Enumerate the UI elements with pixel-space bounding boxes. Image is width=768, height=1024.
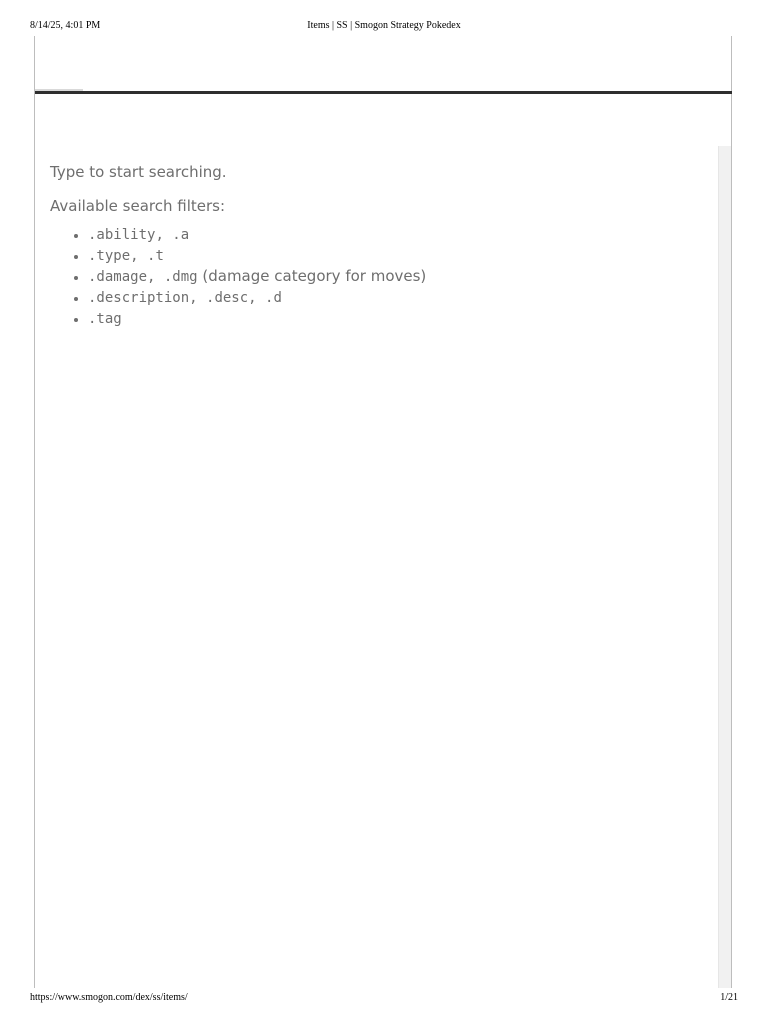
filter-separator: , bbox=[130, 248, 148, 264]
filter-separator: , bbox=[189, 290, 207, 306]
filter-code: .t bbox=[147, 248, 164, 264]
nav-divider bbox=[35, 91, 732, 94]
print-footer-url: https://www.smogon.com/dex/ss/items/ bbox=[30, 992, 188, 1003]
filter-code: .damage bbox=[88, 269, 148, 285]
filter-separator: , bbox=[147, 269, 164, 285]
filter-code: .type bbox=[88, 248, 131, 264]
filter-code: .d bbox=[265, 290, 282, 306]
search-filter-item bbox=[88, 224, 710, 245]
search-filter-item bbox=[88, 266, 710, 287]
filter-code: .a bbox=[172, 227, 190, 243]
filter-code: .tag bbox=[88, 311, 122, 327]
search-help-panel bbox=[50, 160, 710, 329]
print-header-datetime: 8/14/25, 4:01 PM bbox=[30, 20, 101, 31]
filter-code: .description bbox=[88, 290, 190, 306]
filter-separator: , bbox=[248, 290, 266, 306]
scrollbar[interactable] bbox=[718, 146, 731, 988]
search-filter-item bbox=[88, 245, 710, 266]
print-header-title: Items | SS | Smogon Strategy Pokedex bbox=[307, 20, 461, 31]
search-filter-item bbox=[88, 287, 710, 308]
search-filter-list bbox=[50, 224, 710, 329]
filter-separator: , bbox=[155, 227, 173, 243]
search-filters-heading: Available search filters: bbox=[50, 197, 226, 215]
print-footer-page-number: 1/21 bbox=[720, 992, 738, 1003]
filter-note: (damage category for moves) bbox=[202, 267, 427, 285]
search-filter-item bbox=[88, 308, 710, 329]
filter-code: .dmg bbox=[163, 269, 198, 285]
filter-code: .desc bbox=[206, 290, 249, 306]
search-help-intro: Type to start searching. bbox=[50, 163, 227, 181]
filter-code: .ability bbox=[88, 227, 156, 243]
